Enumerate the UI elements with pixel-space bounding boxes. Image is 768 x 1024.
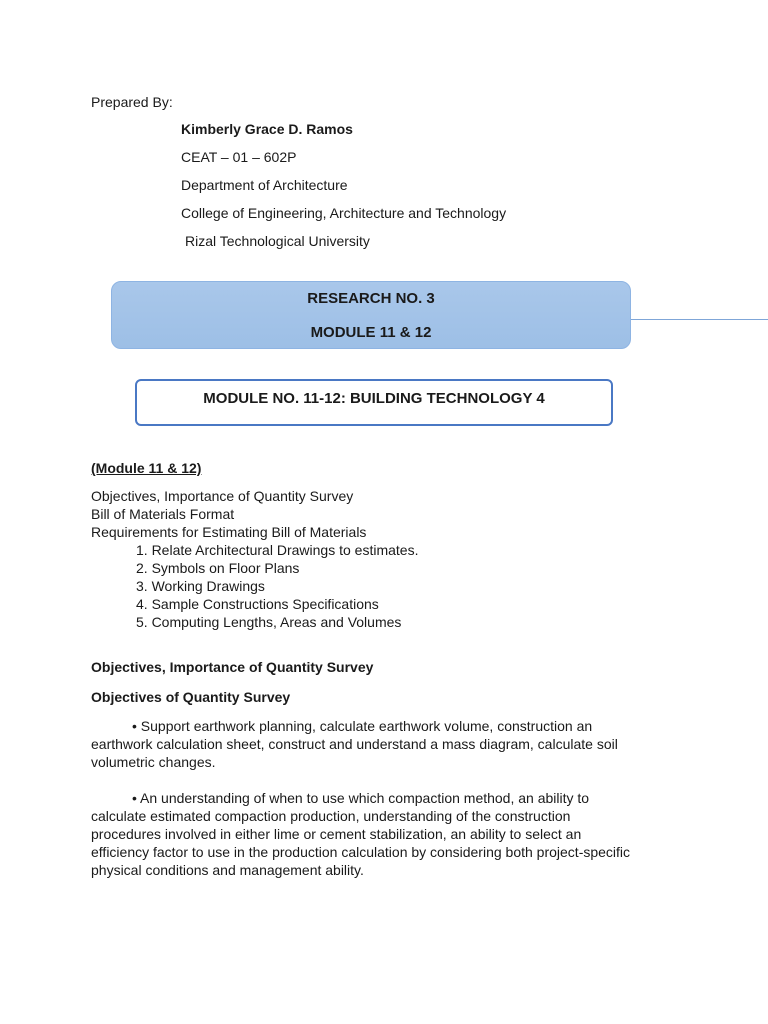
section-heading-objectives-qs: Objectives of Quantity Survey [91, 689, 291, 705]
research-module: MODULE 11 & 12 [310, 324, 432, 341]
paragraph-line: earthwork calculation sheet, construct and understand a mass diagram, calculate soil [91, 736, 618, 752]
section-heading-objectives-importance: Objectives, Importance of Quantity Survey [91, 659, 374, 675]
author-college: College of Engineering, Architecture and Technology [181, 205, 507, 221]
prepared-by-label: Prepared By: [91, 94, 173, 110]
module-reference: (Module 11 & 12) [91, 460, 202, 476]
paragraph-line: procedures involved in either lime or cement stabilization, an ability to select an [91, 826, 582, 842]
subtopic-item: 2. Symbols on Floor Plans [136, 560, 300, 576]
author-university: Rizal Technological University [185, 233, 370, 249]
author-department: Department of Architecture [181, 177, 348, 193]
topic-item: Bill of Materials Format [91, 506, 235, 522]
connector-line [631, 319, 768, 320]
paragraph-line: • An understanding of when to use which compaction method, an ability to [132, 790, 590, 806]
subtopic-item: 4. Sample Constructions Specifications [136, 596, 379, 612]
research-number: RESEARCH NO. 3 [307, 290, 435, 307]
author-name: Kimberly Grace D. Ramos [181, 121, 353, 137]
paragraph-line: physical conditions and management ability. [91, 862, 364, 878]
topic-item: Objectives, Importance of Quantity Survey [91, 488, 354, 504]
paragraph-line: volumetric changes. [91, 754, 216, 770]
author-block [181, 121, 506, 261]
research-box [111, 281, 631, 349]
bullet-paragraph-1 [91, 717, 691, 771]
topic-list [91, 488, 418, 632]
topic-item: Requirements for Estimating Bill of Materials [91, 524, 367, 540]
paragraph-line: efficiency factor to use in the production calculation by considering both project-specific [91, 844, 631, 860]
paragraph-line: • Support earthwork planning, calculate earthwork volume, construction an [132, 718, 593, 734]
module-title-box [135, 379, 613, 426]
subtopic-item: 3. Working Drawings [136, 578, 265, 594]
subtopic-item: 1. Relate Architectural Drawings to estimates. [136, 542, 419, 558]
paragraph-line: calculate estimated compaction production, understanding of the construction [91, 808, 571, 824]
subtopic-item: 5. Computing Lengths, Areas and Volumes [136, 614, 402, 630]
author-section: CEAT – 01 – 602P [181, 149, 297, 165]
module-title: MODULE NO. 11-12: BUILDING TECHNOLOGY 4 [203, 390, 545, 407]
bullet-paragraph-2 [91, 789, 691, 879]
